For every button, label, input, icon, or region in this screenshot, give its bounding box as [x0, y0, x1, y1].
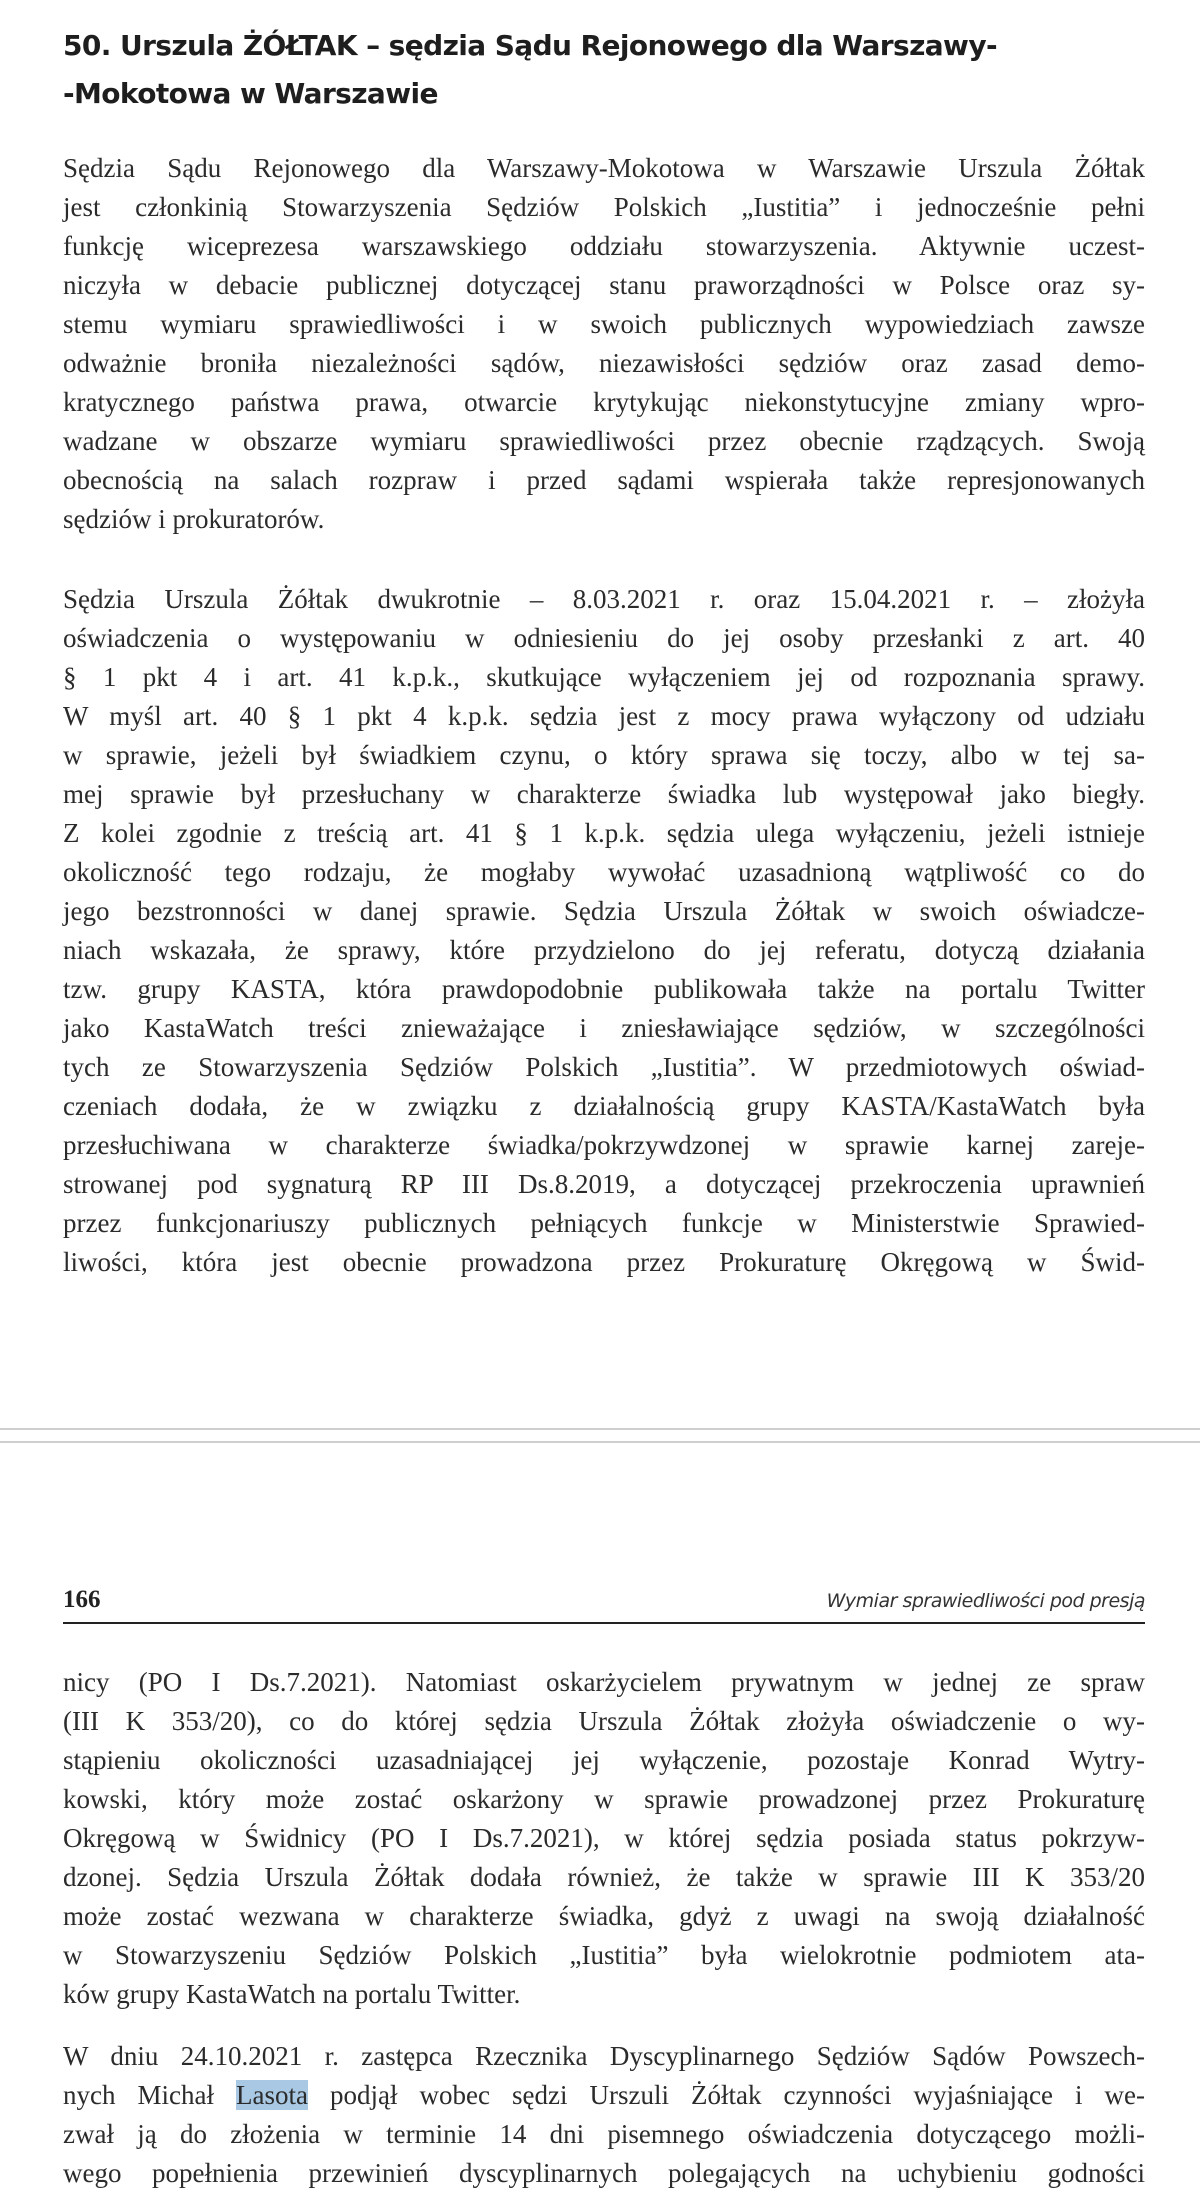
text-line: sędziów i prokuratorów.: [63, 504, 325, 534]
text-line: przez funkcjonariuszy publicznych pełniących funkcje w Ministerstwie Sprawied-: [63, 1208, 1145, 1238]
section-title: [63, 22, 1153, 118]
text-line: stąpieniu okoliczności uzasadniającej jej wyłączenie, pozostaje Konrad Wytry-: [63, 1745, 1145, 1775]
text-line: tzw. grupy KASTA, która prawdopodobnie publikowała także na portalu Twitter: [63, 974, 1145, 1004]
text-line: W myśl art. 40 § 1 pkt 4 k.p.k. sędzia jest z mocy prawa wyłączony od udziału: [63, 701, 1145, 731]
text-line: w sprawie, jeżeli był świadkiem czynu, o który sprawa się toczy, albo w tej sa-: [63, 740, 1145, 770]
text-line: kowski, który może zostać oskarżony w sprawie prowadzonej przez Prokuraturę: [63, 1784, 1145, 1814]
text-line: oświadczenia o występowaniu w odniesieniu do jej osoby przesłanki z art. 40: [63, 623, 1145, 653]
paragraph: [63, 1663, 1145, 2014]
text-line: dzonej. Sędzia Urszula Żółtak dodała również, że także w sprawie III K 353/20: [63, 1862, 1145, 1892]
text-line: czeniach dodała, że w związku z działalnością grupy KASTA/KastaWatch była: [63, 1091, 1145, 1121]
text-span: nych Michał: [63, 2080, 237, 2110]
text-line: W dniu 24.10.2021 r. zastępca Rzecznika Dyscyplinarnego Sędziów Sądów Powszech-: [63, 2041, 1145, 2071]
text-line: ków grupy KastaWatch na portalu Twitter.: [63, 1979, 521, 2009]
text-line: Okręgową w Świdnicy (PO I Ds.7.2021), w której sędzia posiada status pokrzyw-: [63, 1823, 1145, 1853]
text-line: odważnie broniła niezależności sądów, niezawisłości sędziów oraz zasad demo-: [63, 348, 1145, 378]
text-line: obecnością na salach rozpraw i przed sądami wspierała także represjonowanych: [63, 465, 1145, 495]
text-line: zwał ją do złożenia w terminie 14 dni pisemnego oświadczenia dotyczącego możli-: [63, 2119, 1145, 2149]
text-line: Z kolei zgodnie z treścią art. 41 § 1 k.p.k. sędzia ulega wyłączeniu, jeżeli istnieje: [63, 818, 1145, 848]
text-line: wadzane w obszarze wymiaru sprawiedliwości przez obecnie rządzących. Swoją: [63, 426, 1145, 456]
text-span: podjął wobec sędzi Urszuli Żółtak czynności wyjaśniające i we-: [308, 2080, 1145, 2110]
text-line: może zostać wezwana w charakterze świadka, gdyż z uwagi na swoją działalność: [63, 1901, 1145, 1931]
page-separator: [0, 1428, 1200, 1430]
page-separator: [0, 1441, 1200, 1443]
text-line: kratycznego państwa prawa, otwarcie krytykując niekonstytucyjne zmiany wpro-: [63, 387, 1145, 417]
paragraph: [63, 149, 1145, 539]
text-line: wego popełnienia przewinień dyscyplinarnych polegających na uchybieniu godności: [63, 2158, 1145, 2188]
running-title: Wymiar sprawiedliwości pod presją: [826, 1590, 1145, 1612]
text-line: jego bezstronności w danej sprawie. Sędzia Urszula Żółtak w swoich oświadcze-: [63, 896, 1145, 926]
text-line: Sędzia Sądu Rejonowego dla Warszawy-Mokotowa w Warszawie Urszula Żółtak: [63, 153, 1145, 183]
text-line: funkcję wiceprezesa warszawskiego oddziału stowarzyszenia. Aktywnie uczest-: [63, 231, 1145, 261]
title-line: 50. Urszula ŻÓŁTAK – sędzia Sądu Rejonowego dla Warszawy-: [63, 29, 998, 62]
paragraph: [63, 2037, 1145, 2193]
text-line: okoliczność tego rodzaju, że mogłaby wywołać uzasadnioną wątpliwość co do: [63, 857, 1145, 887]
text-line: tych ze Stowarzyszenia Sędziów Polskich „Iustitia”. W przedmiotowych oświad-: [63, 1052, 1145, 1082]
text-line: niczyła w debacie publicznej dotyczącej stanu praworządności w Polsce oraz sy-: [63, 270, 1145, 300]
text-line: stemu wymiaru sprawiedliwości i w swoich publicznych wypowiedziach zawsze: [63, 309, 1145, 339]
text-line: strowanej pod sygnaturą RP III Ds.8.2019, a dotyczącej przekroczenia uprawnień: [63, 1169, 1145, 1199]
page-header: [63, 1582, 1145, 1624]
text-line: nicy (PO I Ds.7.2021). Natomiast oskarżycielem prywatnym w jednej ze spraw: [63, 1667, 1145, 1697]
text-line: [63, 2076, 1145, 2115]
paragraph: [63, 580, 1145, 1282]
text-line: jest członkinią Stowarzyszenia Sędziów Polskich „Iustitia” i jednocześnie pełni: [63, 192, 1145, 222]
text-line: przesłuchiwana w charakterze świadka/pokrzywdzonej w sprawie karnej zareje-: [63, 1130, 1145, 1160]
text-line: Sędzia Urszula Żółtak dwukrotnie – 8.03.2021 r. oraz 15.04.2021 r. – złożyła: [63, 584, 1145, 614]
text-line: liwości, która jest obecnie prowadzona przez Prokuraturę Okręgową w Świd-: [63, 1247, 1145, 1277]
selected-text-highlight[interactable]: Lasota: [236, 2080, 308, 2110]
text-line: (III K 353/20), co do której sędzia Urszula Żółtak złożyła oświadczenie o wy-: [63, 1706, 1145, 1736]
page-number: 166: [63, 1586, 101, 1613]
text-line: niach wskazała, że sprawy, które przydzielono do jej referatu, dotyczą działania: [63, 935, 1145, 965]
text-line: mej sprawie był przesłuchany w charakterze świadka lub występował jako biegły.: [63, 779, 1145, 809]
text-line: § 1 pkt 4 i art. 41 k.p.k., skutkujące wyłączeniem jej od rozpoznania sprawy.: [63, 662, 1145, 692]
text-line: w Stowarzyszeniu Sędziów Polskich „Iustitia” była wielokrotnie podmiotem ata-: [63, 1940, 1145, 1970]
title-line: -Mokotowa w Warszawie: [63, 77, 438, 110]
text-line: jako KastaWatch treści znieważające i zniesławiające sędziów, w szczególności: [63, 1013, 1145, 1043]
